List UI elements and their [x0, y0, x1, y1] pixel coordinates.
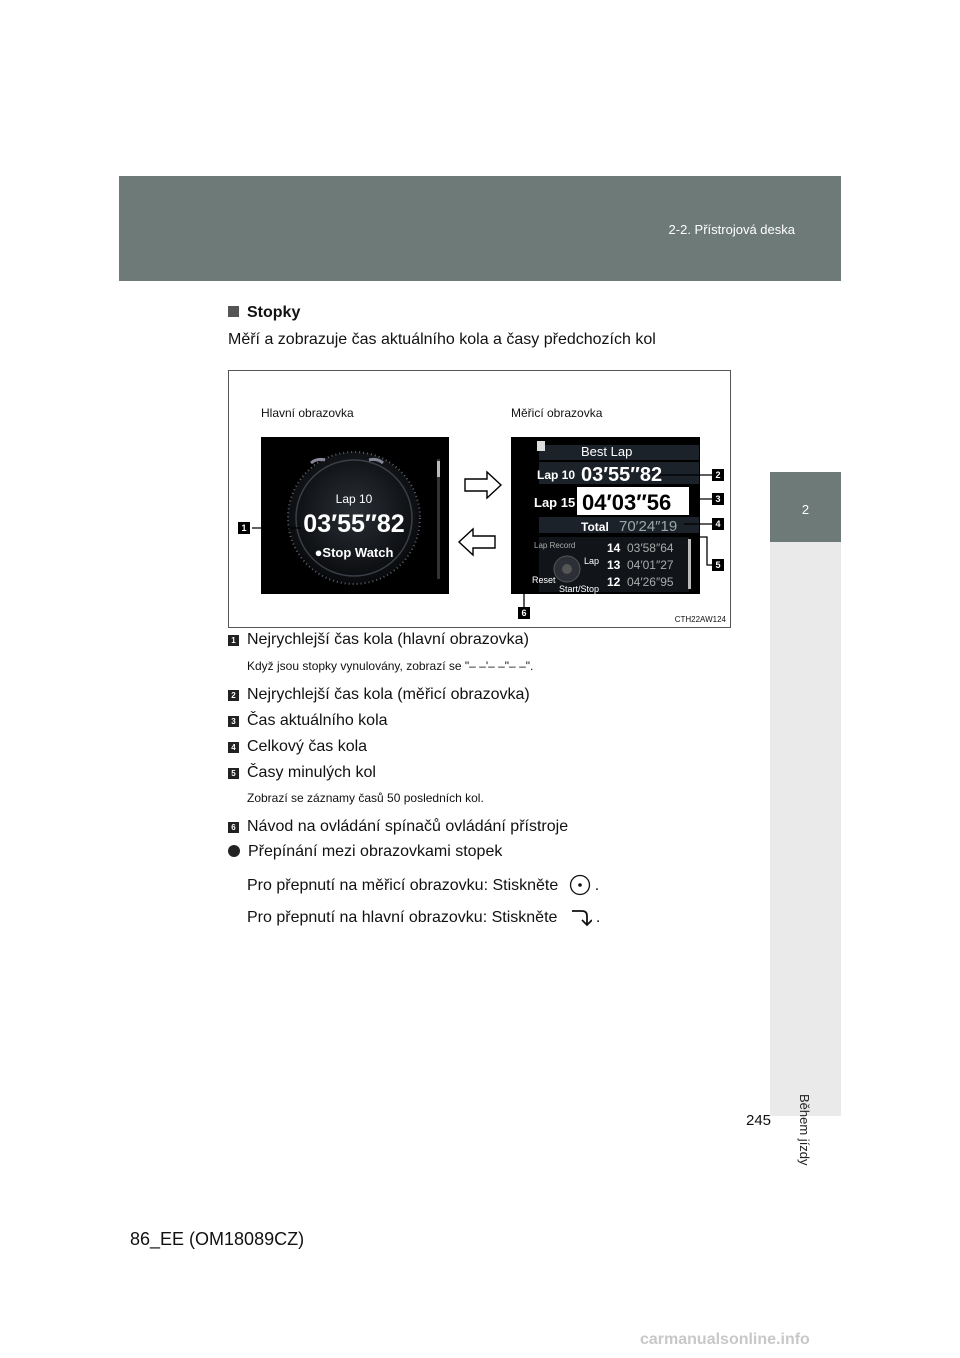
lap-button-label: Lap — [584, 556, 600, 566]
section-intro: Měří a zobrazuje čas aktuálního kola a časy předchozích kol — [228, 331, 656, 348]
list-item — [228, 764, 376, 782]
instruction-text: Pro přepnutí na měřicí obrazovku: Stiskněte — [247, 877, 559, 894]
record-lap-1: 14 — [607, 541, 621, 555]
item-text: Celkový čas kola — [247, 738, 368, 755]
item-number-badge: 5 — [228, 768, 239, 779]
stopwatch-illustration — [229, 371, 730, 627]
lap-record-label: Lap Record — [534, 541, 576, 550]
item-number-badge: 6 — [228, 822, 239, 833]
callout-5: 5 — [715, 560, 721, 570]
page-number: 245 — [746, 1112, 772, 1129]
reset-label: Reset — [532, 575, 556, 585]
item-text: Návod na ovládání spínačů ovládání přístroje — [247, 818, 569, 835]
best-lap-title: Best Lap — [581, 444, 633, 459]
callout-3: 3 — [715, 494, 721, 504]
callout-2: 2 — [715, 470, 721, 480]
chapter-header — [119, 176, 841, 281]
item-text: Nejrychlejší čas kola (hlavní obrazovka) — [247, 631, 529, 648]
main-scrollbar — [437, 461, 440, 477]
instruction-to-measure — [247, 874, 599, 896]
list-item — [228, 712, 388, 730]
instruction-to-main — [247, 906, 600, 928]
measure-screen — [511, 437, 700, 594]
callout-4: 4 — [715, 519, 721, 529]
best-lap-time: 03′55″82 — [581, 464, 663, 486]
section-title-text: Stopky — [247, 304, 301, 321]
return-arrow-icon — [568, 906, 592, 928]
item-number-badge: 4 — [228, 742, 239, 753]
total-label: Total — [581, 520, 609, 534]
current-lap-time: 04′03″56 — [582, 490, 672, 515]
item-number-badge: 1 — [228, 635, 239, 646]
current-lap-label: Lap 15 — [534, 495, 576, 510]
list-item — [228, 631, 529, 649]
item-note: Zobrazí se záznamy časů 50 posledních kol. — [247, 791, 484, 805]
main-screen — [261, 437, 449, 594]
item-text: Časy minulých kol — [247, 764, 376, 781]
watermark: carmanualsonline.info — [640, 1331, 810, 1348]
record-time-2: 04′01″27 — [627, 558, 674, 572]
list-item — [228, 686, 530, 704]
main-best-time: 03′55″82 — [303, 510, 405, 538]
center-dot-button-icon — [569, 874, 591, 896]
main-screen-label: Hlavní obrazovka — [261, 406, 354, 420]
list-item — [228, 818, 568, 836]
section-title — [228, 304, 300, 322]
instruction-end: . — [594, 877, 600, 894]
item-text: Nejrychlejší čas kola (měřicí obrazovka) — [247, 686, 530, 703]
arrow-left-icon — [459, 529, 495, 555]
record-time-3: 04′26″95 — [627, 575, 674, 589]
stopwatch-figure — [228, 370, 731, 628]
main-lap-label: Lap 10 — [335, 492, 373, 506]
record-time-1: 03′58″64 — [627, 541, 674, 555]
bullet-item — [228, 843, 502, 861]
record-scrollbar — [688, 539, 691, 589]
chapter-tab-number — [770, 472, 841, 542]
measure-screen-label: Měřicí obrazovka — [511, 406, 603, 420]
checkered-flag-icon — [537, 441, 545, 451]
best-lap-label: Lap 10 — [537, 468, 576, 482]
bullet-text: Přepínání mezi obrazovkami stopek — [248, 843, 503, 860]
main-mode-label: ●Stop Watch — [314, 545, 394, 560]
item-number-badge: 2 — [228, 690, 239, 701]
chapter-tab-label: Během jízdy — [797, 1094, 812, 1166]
arrow-right-icon — [465, 472, 501, 498]
instruction-text: Pro přepnutí na hlavní obrazovku: Stiskněte — [247, 909, 558, 926]
record-lap-3: 12 — [607, 575, 621, 589]
chapter-tab-label-wrap — [797, 1094, 817, 1214]
total-time: 70′24″19 — [619, 518, 678, 535]
callout-1: 1 — [241, 523, 247, 533]
chapter-number: 2 — [801, 502, 810, 517]
figure-code: CTH22AW124 — [674, 615, 726, 624]
chapter-tab — [770, 542, 841, 1166]
section-square-icon — [228, 306, 239, 317]
chapter-section-title: 2-2. Přístrojová deska — [668, 222, 795, 237]
document-code: 86_EE (OM18089CZ) — [130, 1229, 305, 1249]
item-number-badge: 3 — [228, 716, 239, 727]
instruction-end: . — [595, 909, 601, 926]
record-lap-2: 13 — [607, 558, 621, 572]
bullet-icon — [228, 845, 240, 857]
item-note: Když jsou stopky vynulovány, zobrazí se "– –'– –"– –". — [247, 659, 534, 673]
list-item — [228, 738, 367, 756]
startstop-label: Start/Stop — [559, 584, 600, 594]
item-text: Čas aktuálního kola — [247, 712, 388, 729]
callout-6: 6 — [521, 608, 527, 618]
